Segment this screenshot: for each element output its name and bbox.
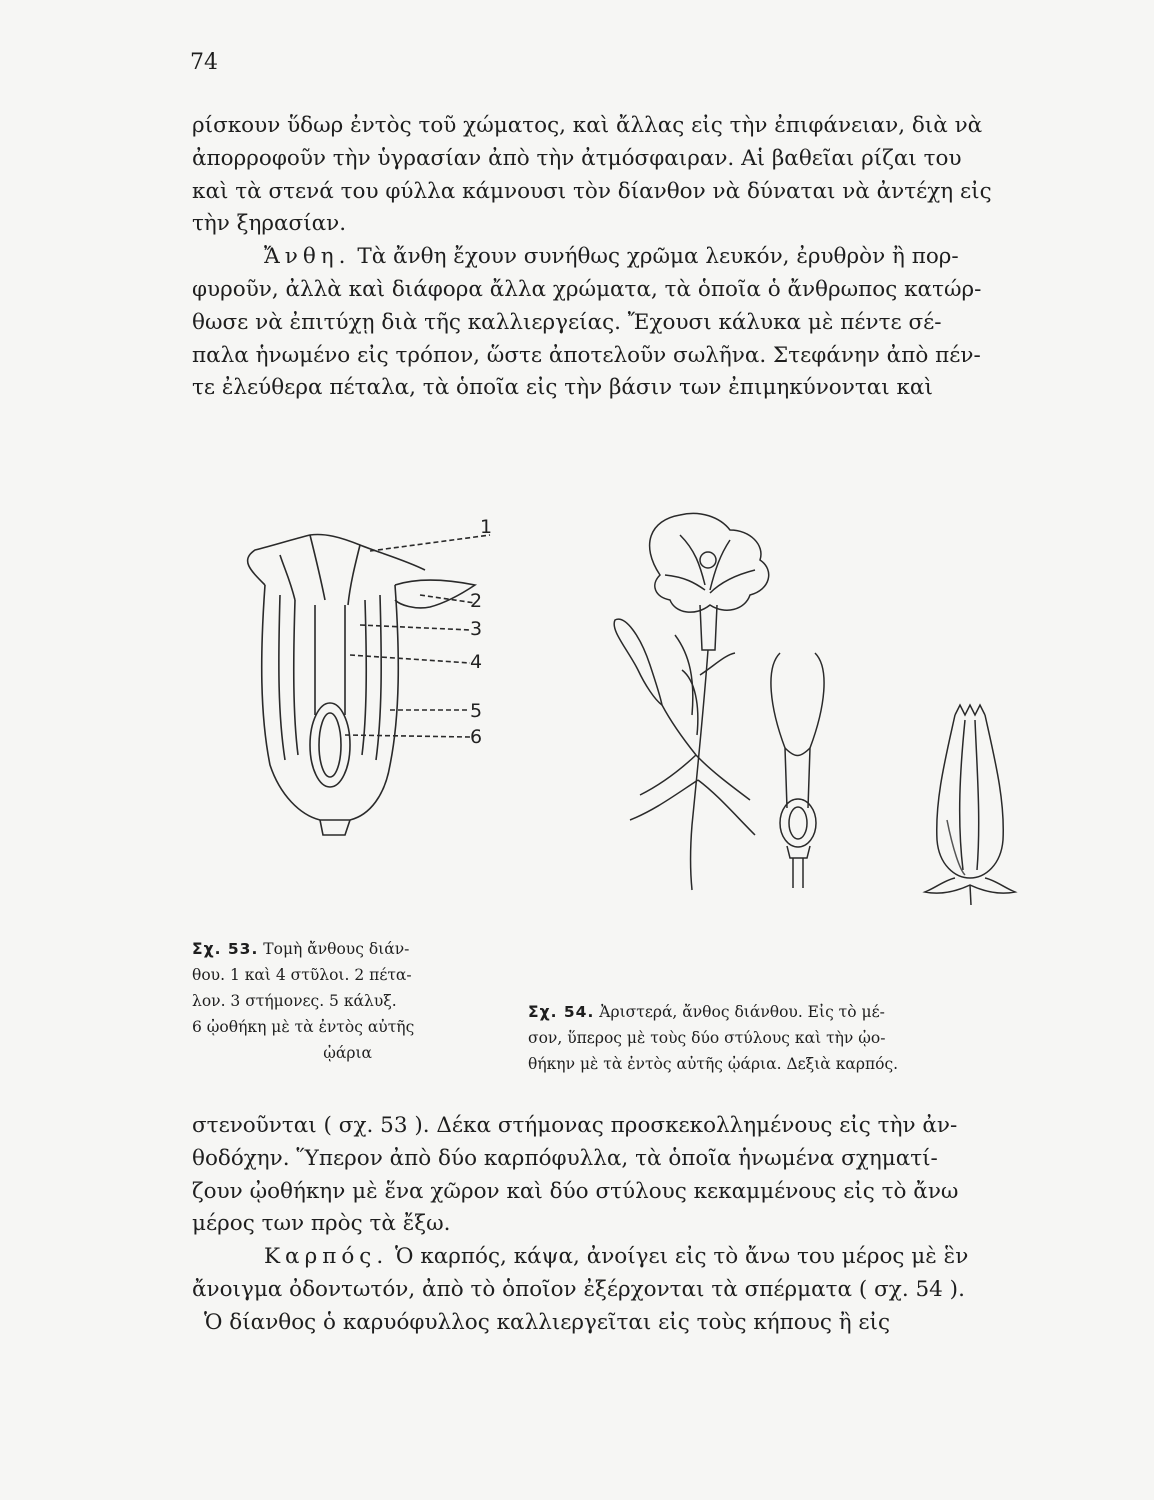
caption-number: Σχ. 53. <box>192 940 259 958</box>
caption-line: 6 ᾠοθήκη μὲ τὰ ἐντὸς αὐτῆς <box>192 1018 415 1036</box>
caption-line: θου. 1 καὶ 4 στῦλοι. 2 πέτα- <box>192 966 412 984</box>
text-run: Τὰ ἄνθη ἔχουν συνήθως χρῶμα λευκόν, ἐρυθρὸν ἢ πορ- <box>357 244 959 270</box>
text-line <box>192 241 1020 274</box>
text-line: μέρος των πρὸς τὰ ἔξω. <box>192 1211 451 1237</box>
section-heading-anthi: Ἄνθη. <box>264 244 351 270</box>
section-heading-karpos: Καρπός. <box>264 1244 389 1270</box>
caption-line: σον, ὕπερος μὲ τοὺς δύο στύλους καὶ τὴν ᾠο- <box>528 1029 886 1047</box>
caption-text: Ἀριστερά, ἄνθος διάνθου. Εἰς τὸ μέ- <box>599 1003 885 1021</box>
text-line: τὴν ξηρασίαν. <box>192 211 347 237</box>
caption-line: ᾠάρια <box>323 1044 372 1062</box>
text-line: ἄνοιγμα ὀδοντωτόν, ἀπὸ τὸ ὁποῖον ἐξέρχονται τὰ σπέρματα ( σχ. 54 ). <box>192 1276 965 1302</box>
figure-54-caption <box>528 999 1022 1077</box>
page-number: 74 <box>190 50 218 75</box>
text-line: φυροῦν, ἀλλὰ καὶ διάφορα ἄλλα χρώματα, τὰ ὁποῖα ὁ ἄνθρωπος κατώρ- <box>192 276 982 302</box>
top-paragraph <box>192 110 1020 405</box>
figure-54-carnation-plant <box>600 505 790 895</box>
text-line: Ὁ δίανθος ὁ καρυόφυλλος καλλιεργεῖται εἰς τοὺς κήπους ἢ εἰς <box>204 1309 891 1335</box>
figure-label: 5 <box>470 700 483 722</box>
figure-53-caption <box>192 936 492 1066</box>
figure-label: 6 <box>470 726 483 748</box>
text-line: ζουν ᾠοθήκην μὲ ἕνα χῶρον καὶ δύο στύλους κεκαμμένους εἰς τὸ ἄνω <box>192 1178 959 1204</box>
text-line: τε ἐλεύθερα πέταλα, τὰ ὁποῖα εἰς τὴν βάσιν των ἐπιμηκύνονται καὶ <box>192 375 933 401</box>
figure-label: 2 <box>470 590 483 612</box>
text-line: παλα ἡνωμένο εἰς τρόπον, ὥστε ἀποτελοῦν σωλῆνα. Στεφάνην ἀπὸ πέν- <box>192 342 981 368</box>
figure-label: 1 <box>480 516 493 538</box>
text-line <box>192 1241 1020 1274</box>
figure-54-pistil <box>765 648 835 898</box>
caption-line: λον. 3 στήμονες. 5 κάλυξ. <box>192 992 397 1010</box>
figure-label: 3 <box>470 618 483 640</box>
figure-label: 4 <box>470 651 483 673</box>
text-line: καὶ τὰ στενά του φύλλα κάμνουσι τὸν δίανθον νὰ δύναται νὰ ἀντέχη εἰς <box>192 178 992 204</box>
text-line: στενοῦνται ( σχ. 53 ). Δέκα στήμονας προσκεκολλημένους εἰς τὴν ἀν- <box>192 1113 958 1138</box>
text-run: Ὁ καρπός, κάψα, ἀνοίγει εἰς τὸ ἄνω του μέρος μὲ ἓν <box>395 1244 969 1270</box>
text-line: ρίσκουν ὕδωρ ἐντὸς τοῦ χώματος, καὶ ἄλλας εἰς τὴν ἐπιφάνειαν, διὰ νὰ <box>192 113 983 138</box>
caption-text: Τομὴ ἄνθους διάν- <box>263 940 410 958</box>
text-line: θοδόχην. Ὕπερον ἀπὸ δύο καρπόφυλλα, τὰ ὁποῖα ἡνωμένα σχηματί- <box>192 1145 938 1171</box>
caption-line: θήκην μὲ τὰ ἐντὸς αὐτῆς ᾠάρια. Δεξιὰ καρπός. <box>528 1055 899 1073</box>
caption-line <box>192 936 492 962</box>
figure-53-flower-section <box>220 515 520 845</box>
bottom-paragraph <box>192 1110 1020 1340</box>
text-line: θωσε νὰ ἐπιτύχῃ διὰ τῆς καλλιεργείας. Ἔχουσι κάλυκα μὲ πέντε σέ- <box>192 309 942 335</box>
caption-number: Σχ. 54. <box>528 1003 595 1021</box>
text-line: ἀπορροφοῦν τὴν ὑγρασίαν ἀπὸ τὴν ἀτμόσφαιραν. Αἱ βαθεῖαι ρίζαι του <box>192 145 962 171</box>
figure-54-fruit-capsule <box>915 700 1025 910</box>
caption-line <box>528 999 1022 1025</box>
